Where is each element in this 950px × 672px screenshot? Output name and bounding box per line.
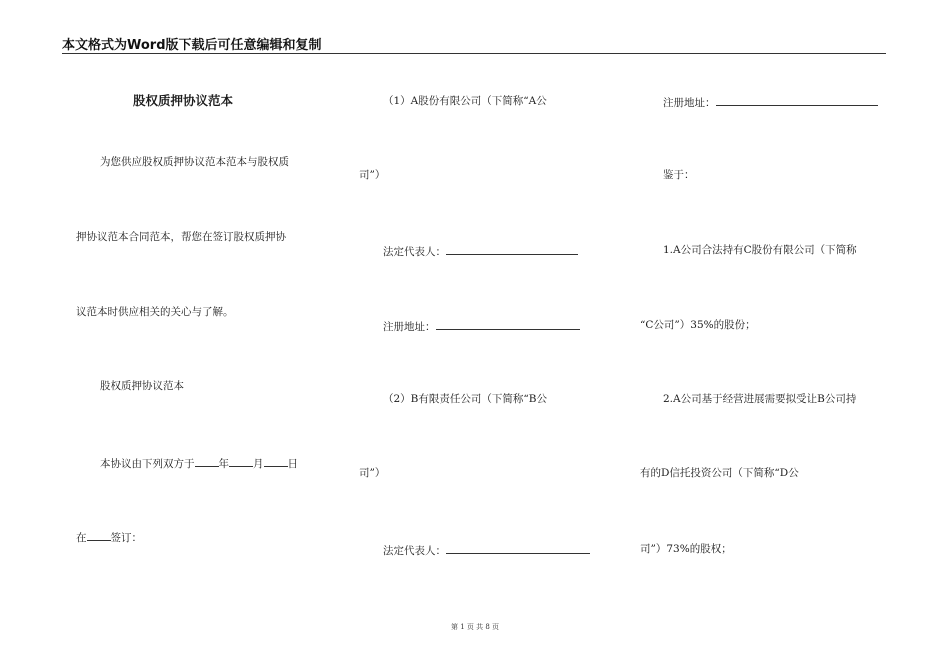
address-b-blank [716, 94, 878, 106]
month-label: 月 [253, 458, 264, 470]
agreement-date-line [100, 455, 298, 471]
item-1-line-1: 1.A公司合法持有C股份有限公司（下简称 [663, 244, 857, 256]
legal-rep-a-blank [446, 243, 578, 255]
address-a-label: 注册地址： [383, 321, 436, 333]
day-blank [264, 455, 288, 467]
item-1-line-2: “C公司”）35%的股份； [640, 319, 756, 331]
address-a-line [383, 318, 580, 334]
intro-line-1: 为您供应股权质押协议范本范本与股权质 [100, 156, 289, 168]
address-b-label: 注册地址： [663, 97, 716, 109]
item-2-line-3: 司”）73%的股权； [640, 543, 732, 555]
header-title: 本文格式为Word版下载后可任意编辑和复制 [62, 38, 322, 53]
intro-line-2: 押协议范本合同范本，帮您在签订股权质押协 [76, 231, 286, 243]
party-b-line-1: （2）B有限责任公司（下简称“B公 [383, 393, 547, 405]
place-prefix: 在 [76, 532, 87, 544]
year-label: 年 [218, 458, 229, 470]
page-footer: 第 1 页 共 8 页 [450, 623, 500, 631]
address-b-line [663, 94, 878, 110]
whereas-label: 鉴于： [663, 169, 695, 181]
legal-rep-b-label: 法定代表人： [383, 545, 446, 557]
month-blank [229, 455, 253, 467]
page-header [62, 33, 886, 54]
document-title: 股权质押协议范本 [133, 93, 234, 108]
party-a-line-1: （1）A股份有限公司（下简称“A公 [383, 95, 547, 107]
legal-rep-a-label: 法定代表人： [383, 246, 446, 258]
party-a-line-2: 司”） [359, 169, 386, 181]
year-blank [195, 455, 219, 467]
legal-rep-a-line [383, 243, 578, 259]
signing-place-line [76, 529, 142, 545]
address-a-blank [436, 318, 580, 330]
party-b-line-2: 司”） [359, 467, 386, 479]
subtitle: 股权质押协议范本 [100, 380, 184, 392]
place-blank [87, 529, 111, 541]
legal-rep-b-blank [446, 542, 590, 554]
agreement-date-prefix: 本协议由下列双方于 [100, 458, 195, 470]
intro-line-3: 议范本时供应相关的关心与了解。 [76, 306, 234, 318]
day-label: 日 [287, 458, 298, 470]
item-2-line-1: 2.A公司基于经营进展需要拟受让B公司持 [663, 393, 857, 405]
legal-rep-b-line [383, 542, 590, 558]
item-2-line-2: 有的D信托投资公司（下简称“D公 [640, 467, 799, 479]
place-suffix: 签订： [110, 532, 142, 544]
